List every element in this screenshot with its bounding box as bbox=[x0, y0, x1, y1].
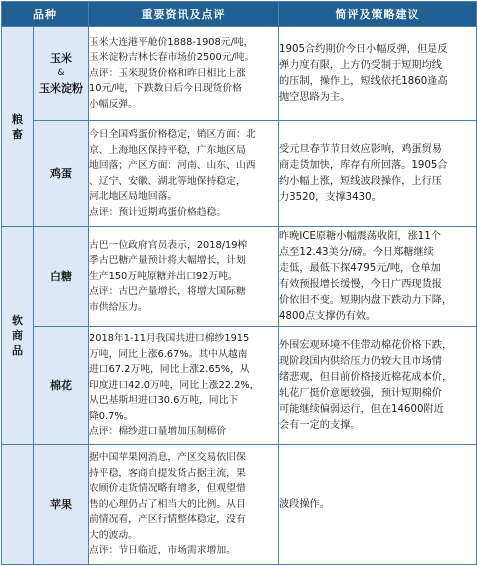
info-line: 2018年1-11月我国共进口棉纱1915 bbox=[89, 333, 250, 345]
info-line: 古巴一位政府官员表示，2018/19榨 bbox=[89, 239, 248, 251]
info-egg bbox=[89, 121, 279, 227]
strategy-line: 有效预报增长缓慢，今日广西现货报 bbox=[279, 278, 442, 290]
product-cotton bbox=[34, 327, 89, 445]
sector-soft bbox=[2, 227, 34, 445]
product-corn bbox=[34, 27, 89, 121]
info-line: 玉米淀粉吉林长春市场价2500元/吨。 bbox=[89, 52, 255, 64]
info-line: 市供给压力。 bbox=[89, 301, 148, 313]
info-line: 点评：预计近期鸡蛋价格趋稳。 bbox=[89, 206, 227, 218]
strategy-line: 走低，最低下探4795元/吨，仓单加 bbox=[279, 262, 441, 274]
info-line: 大的波动。 bbox=[89, 529, 138, 541]
strategy-line: 商走货加快，库存有所回落。1905合 bbox=[279, 159, 448, 171]
strategy-corn bbox=[279, 27, 477, 121]
info-line: 小幅反弹。 bbox=[89, 98, 138, 110]
table-row-sugar bbox=[2, 227, 477, 327]
strategy-line: 可能继续偏弱运行，但在14600附近 bbox=[279, 403, 444, 415]
product-egg-label: 鸡蛋 bbox=[50, 167, 72, 180]
strategy-line: 波段操作。 bbox=[279, 498, 330, 510]
table-row-corn bbox=[2, 27, 477, 121]
strategy-line: 绪悲观，但目前价格接近棉花成本价， bbox=[279, 371, 453, 383]
info-line: 前情况看，产区行情整体稳定，没有 bbox=[89, 514, 246, 526]
strategy-line: 轧花厂挺价意愿较强，预计短期棉价 bbox=[279, 387, 442, 399]
table-row-cotton bbox=[2, 327, 477, 445]
info-line: 点评：玉米现货价格和昨日相比上涨 bbox=[89, 67, 246, 79]
strategy-sugar bbox=[279, 227, 477, 327]
header-info: 重要资讯及点评 bbox=[89, 2, 279, 27]
sector-grain bbox=[2, 27, 34, 227]
info-cotton bbox=[89, 327, 279, 445]
info-line: 京、上海地区保持平稳，广东地区局 bbox=[89, 144, 246, 156]
strategy-apple bbox=[279, 445, 477, 565]
strategy-line: 受元旦春节节日效应影响，鸡蛋贸易 bbox=[279, 143, 442, 155]
info-line: 进口67.2万吨，同比上涨2.65%，从 bbox=[89, 364, 250, 376]
product-corn-amp: & bbox=[57, 68, 65, 78]
info-line: 季古巴糖产量预计将大幅增长，计划 bbox=[89, 255, 246, 267]
product-sugar bbox=[34, 227, 89, 327]
strategy-line: 会有一定的支撑。 bbox=[279, 419, 361, 431]
product-apple-label: 苹果 bbox=[50, 498, 72, 511]
info-line: 点评：棉纱进口量增加压制棉价 bbox=[89, 426, 227, 438]
strategy-line: 的压制，操作上，短线依托1860逢高 bbox=[279, 75, 448, 87]
strategy-line: 约小幅上涨，短线波段操作，上行压 bbox=[279, 175, 442, 187]
table-header-row bbox=[2, 2, 477, 27]
info-line: 万吨，同比上涨6.67%。其中从越南 bbox=[89, 348, 248, 360]
product-sugar-label: 白糖 bbox=[50, 270, 72, 283]
info-sugar bbox=[89, 227, 279, 327]
info-line: 生产150万吨原糖并出口92万吨。 bbox=[89, 270, 238, 282]
info-line: 点评：古巴产量增长，将增大国际糖 bbox=[89, 286, 246, 298]
info-line: 点评：节日临近，市场需求增加。 bbox=[89, 545, 236, 557]
info-line: 印度进口42.0万吨，同比上涨22.2%， bbox=[89, 379, 260, 391]
product-egg bbox=[34, 121, 89, 227]
header-sector: 品种 bbox=[2, 2, 89, 27]
market-commentary-table bbox=[1, 1, 477, 565]
info-line: 农顾价走货情况略有增多，但观望惜 bbox=[89, 483, 246, 495]
info-apple bbox=[89, 445, 279, 565]
table-row-apple bbox=[2, 445, 477, 565]
sector-soft-label: 软商品 bbox=[12, 314, 23, 357]
info-line: 玉米大连港平舱价1888-1908元/吨， bbox=[89, 36, 254, 48]
product-corn-starch-label: 玉米淀粉 bbox=[39, 82, 83, 95]
info-line: 降0.7%。 bbox=[89, 410, 134, 422]
strategy-cotton bbox=[279, 327, 477, 445]
info-line: 售的心理仍占了相当大的比例。从目 bbox=[89, 498, 246, 510]
strategy-line: 价依旧不变。短期内盘下跌动力下降， bbox=[279, 294, 453, 306]
info-line: 从巴基斯坦进口30.6万吨，同比下 bbox=[89, 395, 239, 407]
table-row-egg bbox=[2, 121, 477, 227]
info-line: 据中国苹果网消息，产区交易依旧保 bbox=[89, 452, 246, 464]
strategy-line: 现阶段国内供给压力仍较大且市场情 bbox=[279, 355, 442, 367]
strategy-line: 外围宏观环境不佳带动棉花价格下跌， bbox=[279, 339, 453, 351]
info-line: 河北地区局地回落。 bbox=[89, 191, 178, 202]
info-corn bbox=[89, 27, 279, 121]
product-apple bbox=[34, 445, 89, 565]
strategy-line: 力3520，支撑3430。 bbox=[279, 191, 382, 203]
header-strategy: 简评及策略建议 bbox=[279, 2, 477, 27]
strategy-line: 抛空思路为主。 bbox=[279, 91, 351, 103]
info-line: 持平稳，客商自提发货占据主流，果 bbox=[89, 467, 246, 479]
sector-grain-label: 粮畜 bbox=[12, 112, 23, 141]
product-corn-label: 玉米 bbox=[50, 52, 72, 65]
strategy-egg bbox=[279, 121, 477, 227]
strategy-line: 昨晚ICE原糖小幅震荡收阳，涨11个 bbox=[279, 230, 441, 242]
product-cotton-label: 棉花 bbox=[50, 379, 72, 392]
info-line: 今日全国鸡蛋价格稳定，销区方面：北 bbox=[89, 129, 256, 140]
strategy-line: 弹力度有限，上方仍受制于短期均线 bbox=[279, 59, 442, 71]
strategy-line: 4800点支撑仍有效。 bbox=[279, 310, 377, 322]
strategy-line: 1905合约期价今日小幅反弹，但是反 bbox=[279, 43, 448, 55]
info-line: 10元/吨，下跌数日后今日现货价格 bbox=[89, 83, 242, 95]
strategy-line: 点至12.43美分/磅。今日郑糖继续 bbox=[279, 246, 434, 258]
info-line: 、辽宁、安徽、湖北等地保持稳定， bbox=[89, 175, 246, 187]
info-line: 地回落；产区方面：河南、山东、山西 bbox=[89, 160, 256, 171]
sector-apple-empty bbox=[2, 445, 34, 565]
